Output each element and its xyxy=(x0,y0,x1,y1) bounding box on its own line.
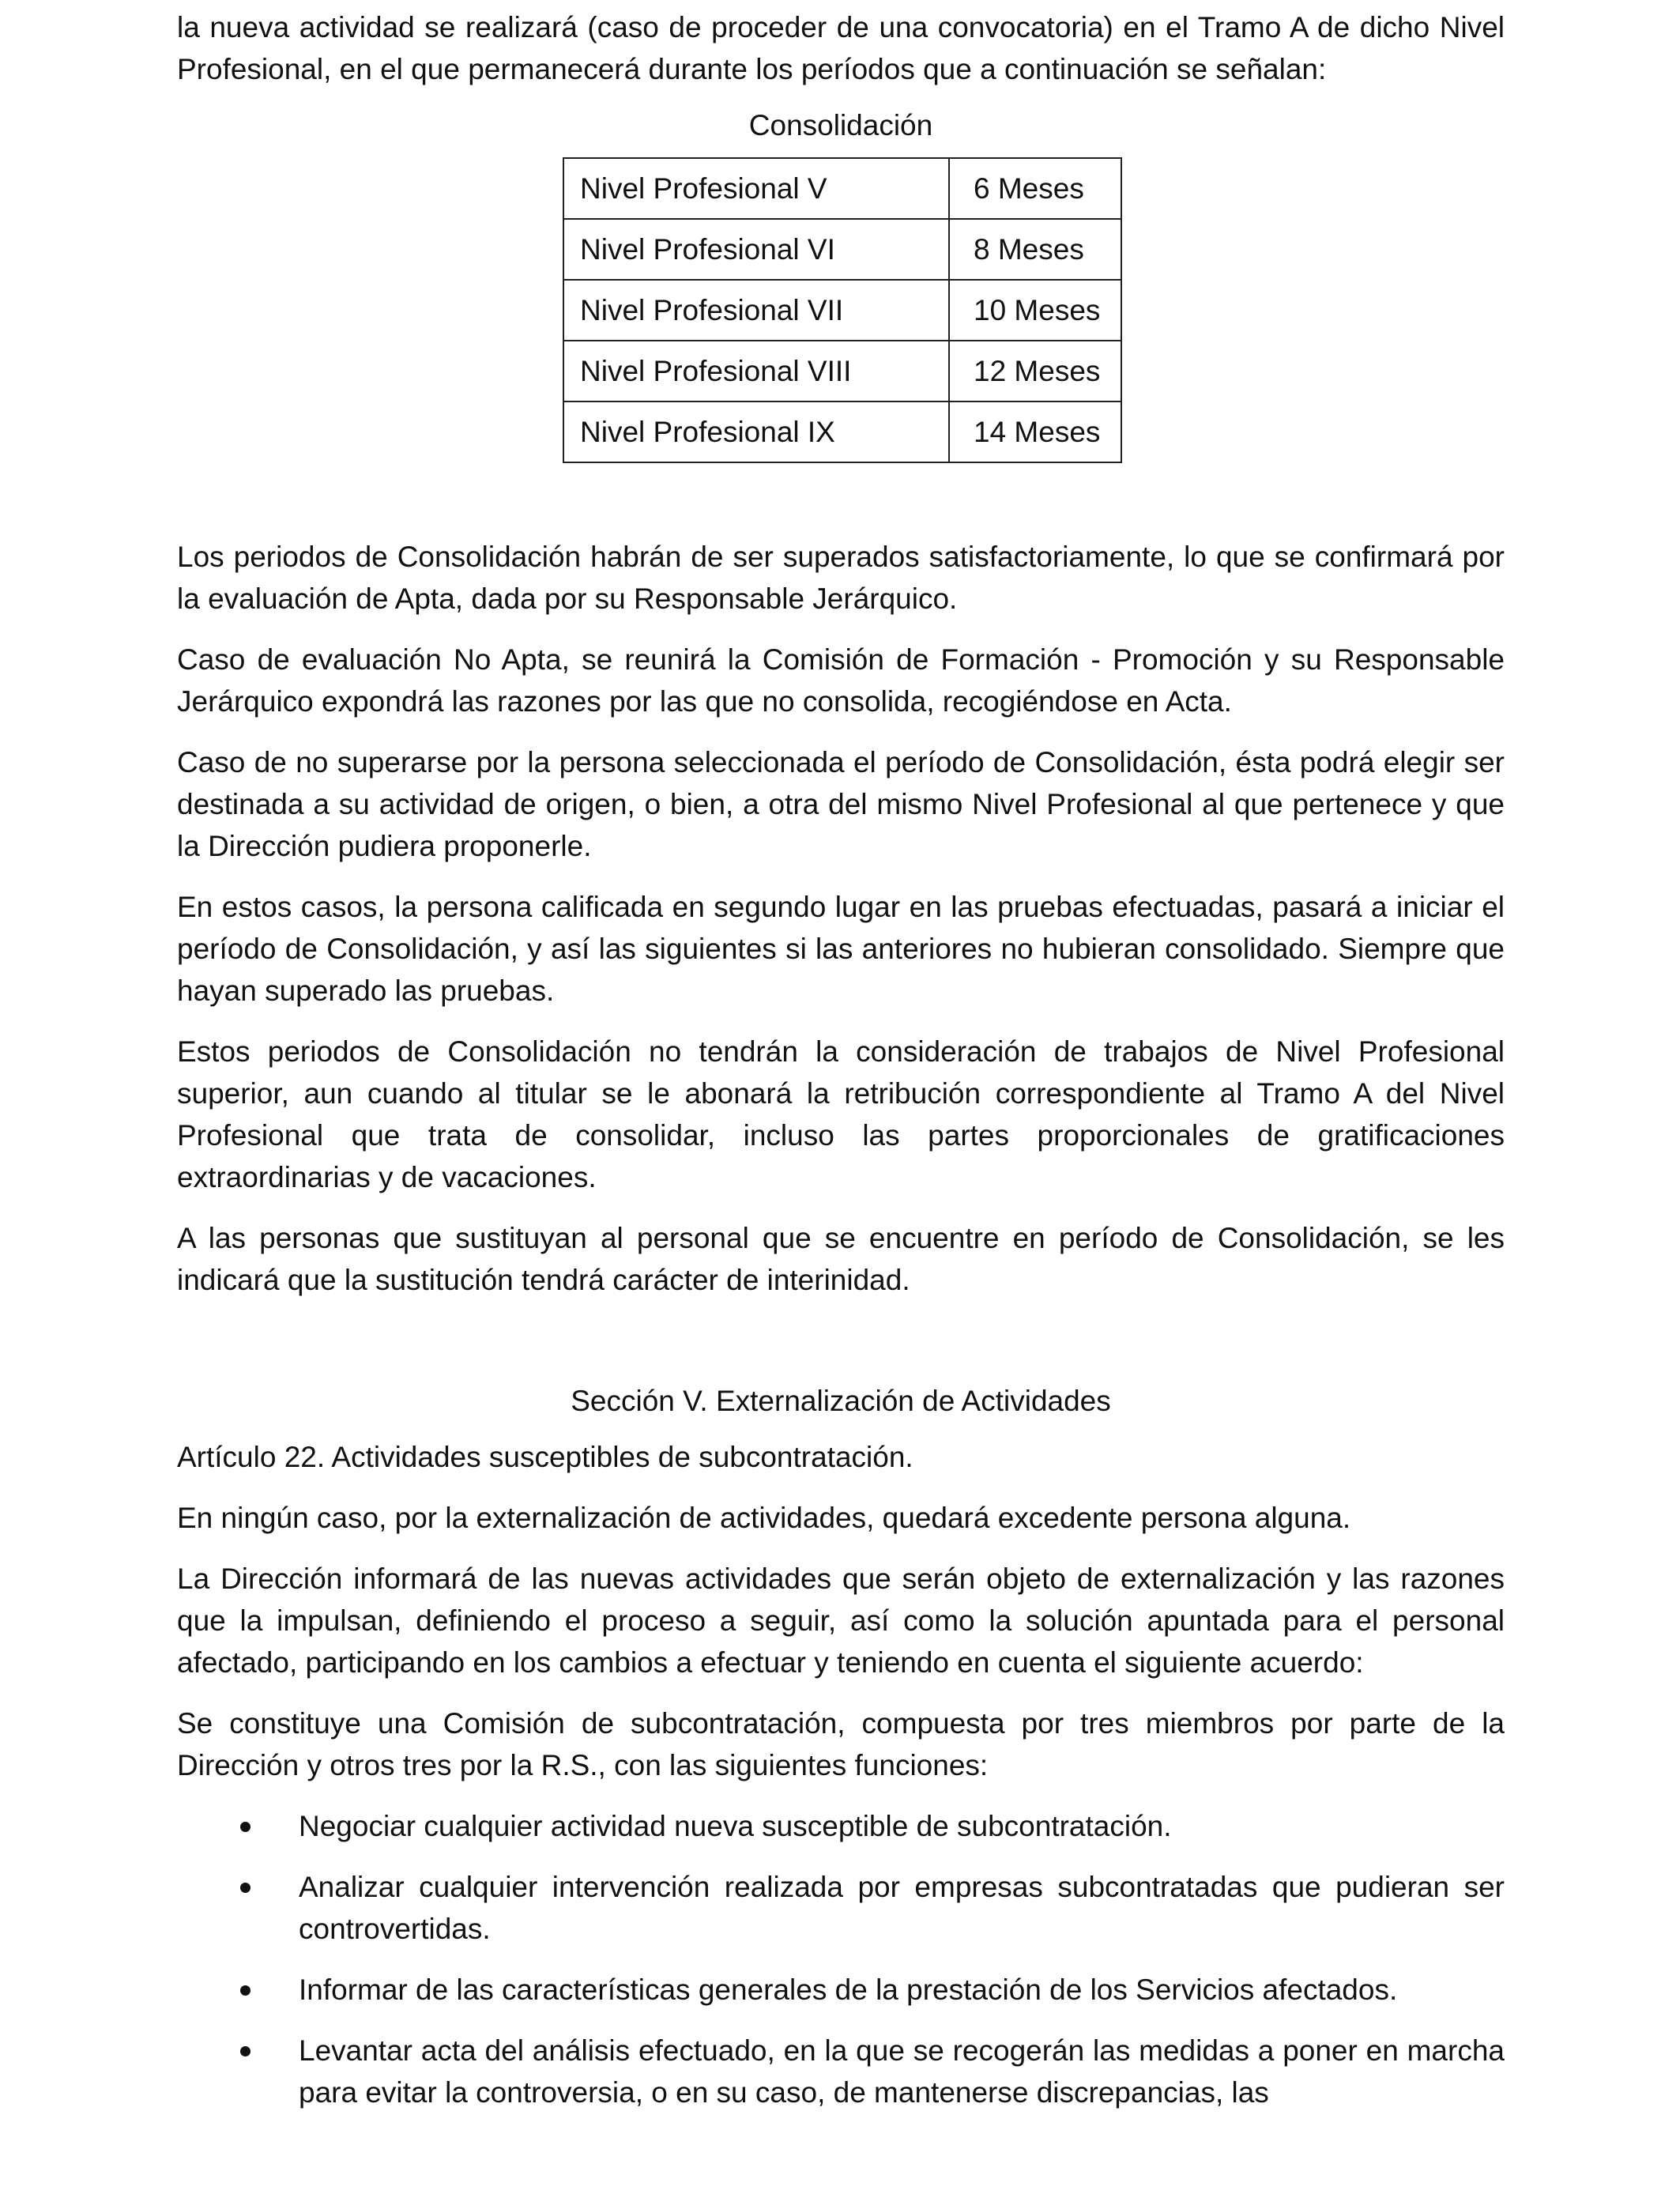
table-row xyxy=(563,219,1121,280)
document-page xyxy=(177,6,1505,2132)
body-paragraph: Caso de no superarse por la persona seleccionada el período de Consolidación, ésta podrá elegir ser destinada a su actividad de origen, o bien, a otra del mismo Nivel Profesional al que pertenece y que la Dirección pudiera proponerle. xyxy=(177,746,1505,862)
table-cell-nivel: Nivel Profesional VIII xyxy=(563,341,949,401)
table-cell-periodo: 12 Meses xyxy=(949,341,1121,401)
list-item-text: Levantar acta del análisis efectuado, en la que se recogerán las medidas a poner en marcha para evitar la controversia, o en su caso, de mantenerse discrepancias, las xyxy=(299,2034,1505,2109)
list-item-text: Analizar cualquier intervención realizada por empresas subcontratadas que pudieran ser controvertidas. xyxy=(299,1871,1505,1945)
table-caption: Consolidación xyxy=(748,109,933,141)
table-cell-periodo: 14 Meses xyxy=(949,401,1121,462)
table-cell-periodo: 8 Meses xyxy=(949,219,1121,280)
table-cell-nivel: Nivel Profesional IX xyxy=(563,401,949,462)
bullet-icon xyxy=(240,1883,250,1893)
table-cell-periodo: 10 Meses xyxy=(949,280,1121,341)
list-item xyxy=(177,1969,1505,2011)
body-paragraph: A las personas que sustituyan al personal que se encuentre en período de Consolidación, se les indicará que la sustitución tendrá carácter de interinidad. xyxy=(177,1222,1505,1296)
table-cell-periodo: 6 Meses xyxy=(949,158,1121,219)
consolidation-table-wrapper xyxy=(563,157,1122,463)
list-item-text: Informar de las características generales de la prestación de los Servicios afectados. xyxy=(299,1973,1398,2006)
body-paragraph: Los periodos de Consolidación habrán de ser superados satisfactoriamente, lo que se confirmará por la evaluación de Apta, dada por su Responsable Jerárquico. xyxy=(177,541,1505,615)
table-cell-nivel: Nivel Profesional V xyxy=(563,158,949,219)
section-paragraph: Se constituye una Comisión de subcontratación, compuesta por tres miembros por parte de la Dirección y otros tres por la R.S., con las siguientes funciones: xyxy=(177,1707,1505,1781)
body-paragraph: Caso de evaluación No Apta, se reunirá la Comisión de Formación - Promoción y su Responsable Jerárquico expondrá las razones por las que no consolida, recogiéndose en Acta. xyxy=(177,643,1505,718)
intro-paragraph: la nueva actividad se realizará (caso de proceder de una convocatoria) en el Tramo A de dicho Nivel Profesional, en el que permanecerá durante los períodos que a continuación se señalan: xyxy=(177,11,1505,85)
table-cell-nivel: Nivel Profesional VI xyxy=(563,219,949,280)
table-row xyxy=(563,401,1121,462)
list-item xyxy=(177,1866,1505,1950)
list-item-text: Negociar cualquier actividad nueva susceptible de subcontratación. xyxy=(299,1810,1172,1842)
bullet-icon xyxy=(240,1985,250,1996)
bullet-icon xyxy=(240,1822,250,1832)
bullet-icon xyxy=(240,2046,250,2056)
list-item xyxy=(177,1805,1505,1847)
list-item xyxy=(177,2030,1505,2113)
table-cell-nivel: Nivel Profesional VII xyxy=(563,280,949,341)
function-list xyxy=(177,1805,1505,2113)
table-row xyxy=(563,158,1121,219)
table-row xyxy=(563,280,1121,341)
section-paragraph: La Dirección informará de las nuevas actividades que serán objeto de externalización y las razones que la impulsan, definiendo el proceso a seguir, así como la solución apuntada para el personal afectado, participando en los cambios a efectuar y teniendo en cuenta el siguiente acuerdo: xyxy=(177,1563,1505,1679)
body-paragraph: En estos casos, la persona calificada en segundo lugar en las pruebas efectuadas, pasará a iniciar el período de Consolidación, y así las siguientes si las anteriores no hubieran consolidado. Siempre que hayan superado las pruebas. xyxy=(177,891,1505,1007)
section-heading: Sección V. Externalización de Actividades xyxy=(571,1385,1111,1417)
table-row xyxy=(563,341,1121,401)
body-paragraph: Estos periodos de Consolidación no tendrán la consideración de trabajos de Nivel Profesional superior, aun cuando al titular se le abonará la retribución correspondiente al Tramo A del Nivel Profesional que trata de consolidar, incluso las partes proporcionales de gratificaciones extraordinarias y de vacaciones. xyxy=(177,1035,1505,1193)
consolidation-table xyxy=(563,157,1122,463)
section-paragraph: En ningún caso, por la externalización de actividades, quedará excedente persona alguna. xyxy=(177,1502,1351,1534)
article-heading: Artículo 22. Actividades susceptibles de subcontratación. xyxy=(177,1441,913,1473)
